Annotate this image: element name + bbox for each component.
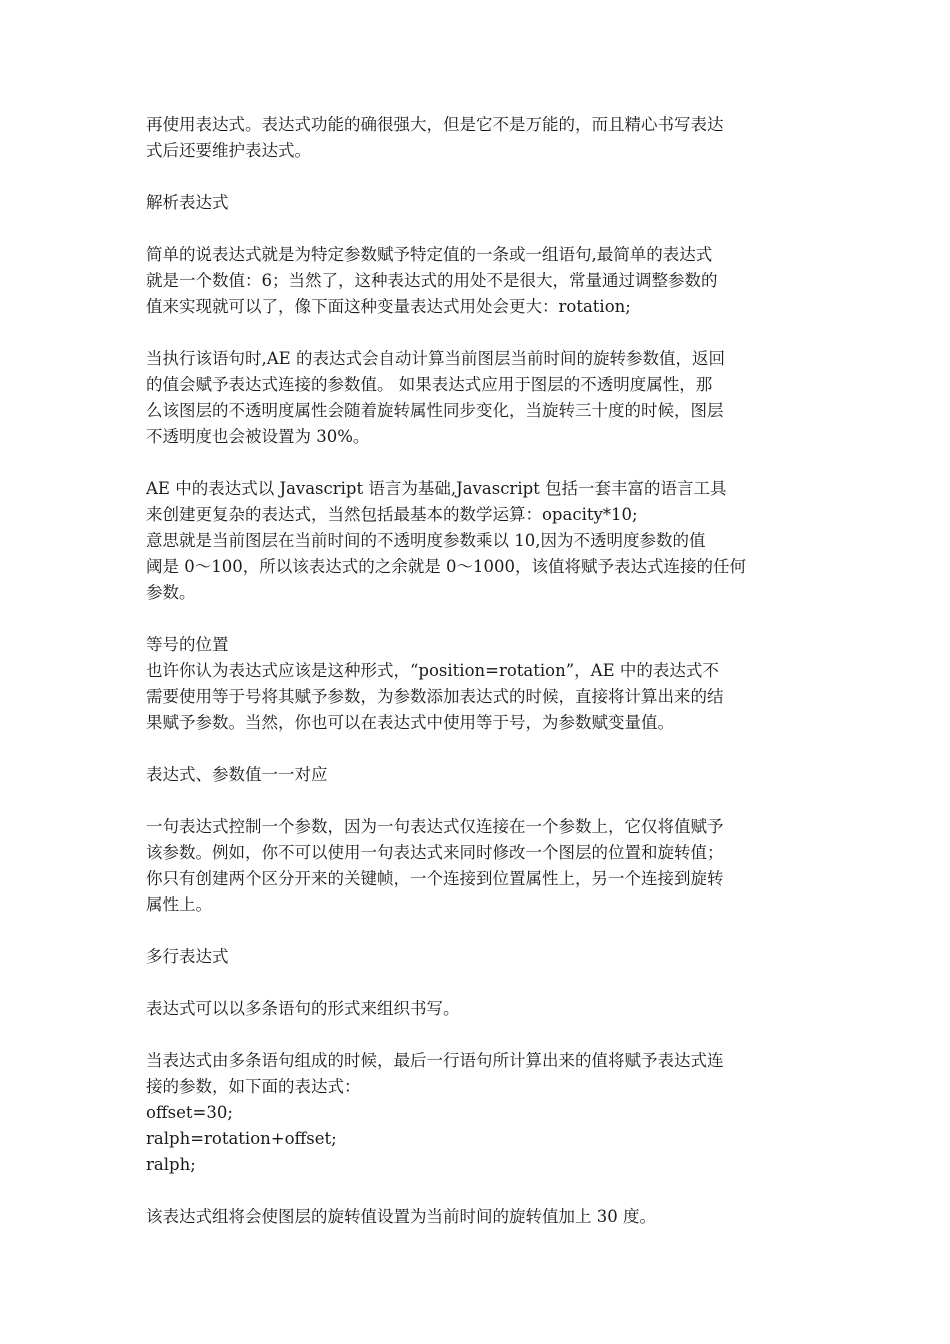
text-line: 当表达式由多条语句组成的时候，最后一行语句所计算出来的值将赋予表达式连 xyxy=(146,1051,724,1070)
section-heading-one-to-one: 表达式、参数值一一对应 xyxy=(146,765,328,784)
text-line: 属性上。 xyxy=(146,895,212,914)
text-line: 接的参数，如下面的表达式： xyxy=(146,1077,361,1096)
code-line: ralph; xyxy=(146,1155,196,1174)
spacer xyxy=(146,606,816,632)
code-line: ralph=rotation+offset; xyxy=(146,1129,337,1148)
paragraph-equals xyxy=(146,658,816,736)
spacer xyxy=(146,320,816,346)
text-line: 你只有创建两个区分开来的关键帧，一个连接到位置属性上，另一个连接到旋转 xyxy=(146,869,724,888)
text-line: 意思就是当前图层在当前时间的不透明度参数乘以 10,因为不透明度参数的值 xyxy=(146,531,706,550)
spacer xyxy=(146,1022,816,1048)
spacer xyxy=(146,788,816,814)
text-line: 需要使用等于号将其赋予参数，为参数添加表达式的时候，直接将计算出来的结 xyxy=(146,687,724,706)
text-line: 该表达式组将会使图层的旋转值设置为当前时间的旋转值加上 30 度。 xyxy=(146,1207,656,1226)
section-heading-parse: 解析表达式 xyxy=(146,193,229,212)
spacer xyxy=(146,164,816,190)
paragraph-intro xyxy=(146,112,816,164)
text-line: 表达式可以以多条语句的形式来组织书写。 xyxy=(146,999,460,1018)
text-line: 简单的说表达式就是为特定参数赋予特定值的一条或一组语句,最简单的表达式 xyxy=(146,245,713,264)
text-line: 参数。 xyxy=(146,583,196,602)
paragraph-multiline-intro xyxy=(146,996,816,1022)
text-line: 果赋予参数。当然，你也可以在表达式中使用等于号，为参数赋变量值。 xyxy=(146,713,674,732)
spacer xyxy=(146,450,816,476)
text-line: 也许你认为表达式应该是这种形式，“position=rotation”，AE 中的表达式不 xyxy=(146,661,719,680)
spacer xyxy=(146,918,816,944)
paragraph-javascript xyxy=(146,476,816,606)
text-line: AE 中的表达式以 Javascript 语言为基础,Javascript 包括一套丰富的语言工具 xyxy=(146,479,727,498)
paragraph-one-to-one xyxy=(146,814,816,918)
paragraph-multiline-example xyxy=(146,1048,816,1178)
text-line: 的值会赋予表达式连接的参数值。 如果表达式应用于图层的不透明度属性，那 xyxy=(146,375,713,394)
paragraph-execution xyxy=(146,346,816,450)
text-line: 再使用表达式。表达式功能的确很强大，但是它不是万能的，而且精心书写表达 xyxy=(146,115,724,134)
text-line: 当执行该语句时,AE 的表达式会自动计算当前图层当前时间的旋转参数值，返回 xyxy=(146,349,725,368)
text-line: 就是一个数值：6；当然了，这种表达式的用处不是很大，常量通过调整参数的 xyxy=(146,271,718,290)
text-line: 值来实现就可以了，像下面这种变量表达式用处会更大：rotation; xyxy=(146,297,631,316)
spacer xyxy=(146,970,816,996)
text-line: 该参数。例如，你不可以使用一句表达式来同时修改一个图层的位置和旋转值； xyxy=(146,843,724,862)
text-line: 不透明度也会被设置为 30%。 xyxy=(146,427,370,446)
spacer xyxy=(146,736,816,762)
text-line: 么该图层的不透明度属性会随着旋转属性同步变化，当旋转三十度的时候，图层 xyxy=(146,401,724,420)
section-heading-multiline: 多行表达式 xyxy=(146,947,229,966)
spacer xyxy=(146,1178,816,1204)
spacer xyxy=(146,216,816,242)
document-page xyxy=(146,112,816,1230)
section-heading-equals: 等号的位置 xyxy=(146,635,229,654)
text-line: 一句表达式控制一个参数，因为一句表达式仅连接在一个参数上，它仅将值赋予 xyxy=(146,817,724,836)
paragraph-definition xyxy=(146,242,816,320)
paragraph-conclusion xyxy=(146,1204,816,1230)
text-line: 阈是 0～100，所以该表达式的之余就是 0～1000，该值将赋予表达式连接的任何 xyxy=(146,557,746,576)
text-line: 来创建更复杂的表达式，当然包括最基本的数学运算：opacity*10; xyxy=(146,505,638,524)
text-line: 式后还要维护表达式。 xyxy=(146,141,311,160)
code-line: offset=30; xyxy=(146,1103,233,1122)
